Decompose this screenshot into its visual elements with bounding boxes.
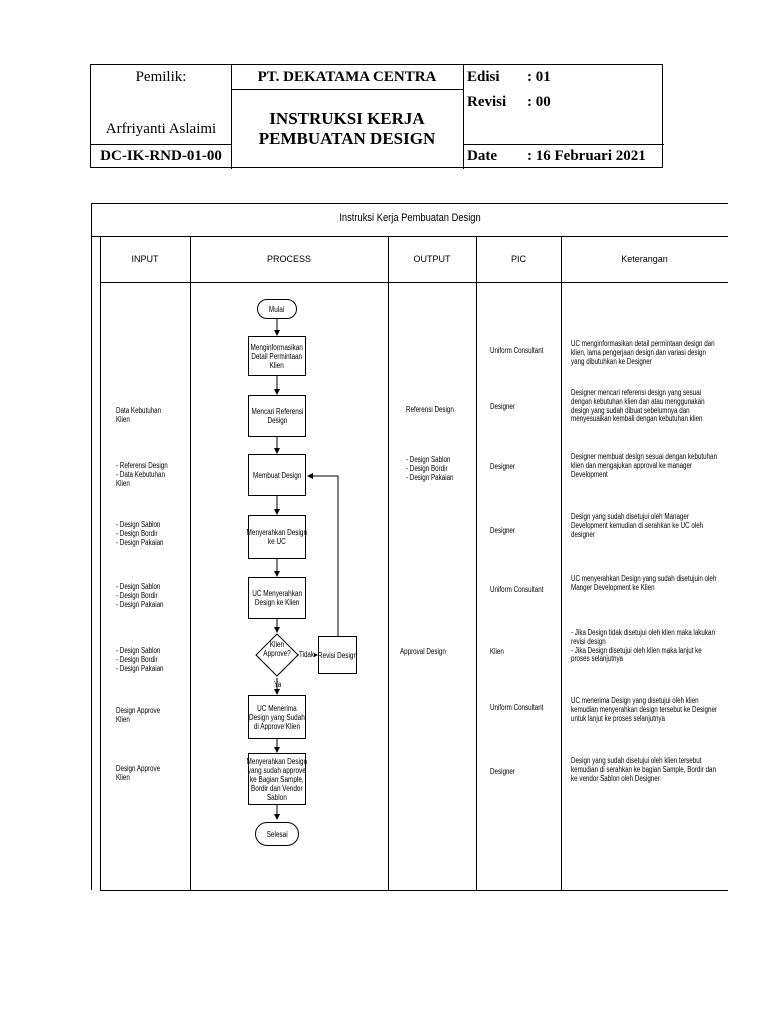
decision-no-label: Tidak (299, 650, 315, 659)
input-cell: Data Kebutuhan Klien (116, 406, 162, 424)
company-name: PT. DEKATAMA CENTRA (257, 69, 437, 85)
process-step-uc-receive: UC Menerima Design yang Sudah di Approve Klien (248, 695, 306, 739)
output-cell: - Design Sablon - Design Bordir - Design Pakaian (406, 455, 454, 482)
note-cell: - Jika Design tidak disetujui oleh klien maka lakukan revisi design - Jika Design disetujui oleh klien maka lanjut ke proses selanjutnya (571, 628, 715, 664)
col-header-pic: PIC (510, 254, 526, 264)
pic-cell: Designer (490, 402, 515, 411)
input-cell: - Referensi Design - Data Kebutuhan Klien (116, 461, 168, 488)
input-cell: - Design Sablon - Design Bordir - Design Pakaian (116, 646, 164, 673)
owner-label: Pemilik: (135, 69, 187, 85)
col-header-keterangan: Keterangan (621, 254, 668, 264)
note-cell: Designer mencari referensi design yang sesuai dengan kebutuhan klien dan atau menggunakan design yang sudah dibuat sebelumnya dan menyesuaikan kembali dengan kebutuhan klien (571, 388, 705, 424)
note-cell: UC menginformasikan detail permintaan design dari klien, lama pengerjaan design dan variasi design yang dibutuhkan ke Designer (571, 339, 715, 366)
end-terminator: Selesai (255, 822, 299, 846)
process-step-reference: Mencari Referensi Design (248, 395, 306, 437)
decision-client-approve: Klien Approve? (263, 640, 291, 658)
revisi-value: : 00 (527, 94, 551, 110)
col-header-output: OUTPUT (413, 254, 451, 264)
note-cell: UC menerima Design yang disetujui oleh klien kemudian menyerahkan design tersebut ke Designer untuk lanjut ke proses selanjutnya (571, 696, 718, 723)
note-cell: Design yang sudah disetujui oleh Manager Development kemudian di serahkan ke UC oleh designer (571, 512, 704, 539)
col-header-input: INPUT (131, 254, 159, 264)
pic-cell: Designer (490, 526, 515, 535)
doc-title-line2: PEMBUATAN DESIGN (258, 129, 436, 148)
pic-cell: Designer (490, 462, 515, 471)
col-header-process: PROCESS (266, 254, 311, 264)
pic-cell: Designer (490, 767, 515, 776)
doc-title-line1: INSTRUKSI KERJA (269, 109, 425, 128)
input-cell: - Design Sablon - Design Bordir - Design Pakaian (116, 582, 164, 609)
date-label: Date (467, 148, 497, 164)
decision-yes-label: Ya (274, 680, 282, 689)
date-value: : 16 Februari 2021 (527, 148, 646, 164)
note-cell: Designer membuat design sesuai dengan kebutuhan klien dan mengajukan approval ke manager Development (571, 452, 718, 479)
pic-cell: Uniform Consultant (490, 585, 544, 594)
pic-cell: Uniform Consultant (490, 703, 544, 712)
note-cell: UC menyerahkan Design yang sudah disetujuin oleh Manger Development ke Klien (571, 574, 717, 592)
pic-cell: Klien (490, 647, 504, 656)
input-cell: Design Approve Klien (116, 706, 161, 724)
pic-cell: Uniform Consultant (490, 346, 544, 355)
table-title: Instruksi Kerja Pembuatan Design (339, 212, 481, 224)
process-step-revise: Revisi Design (318, 636, 357, 674)
start-terminator: Mulai (257, 299, 297, 319)
process-step-inform: Menginformasikan Detail Permintaan Klien (248, 336, 306, 376)
edisi-value: : 01 (527, 69, 551, 85)
doc-code: DC-IK-RND-01-00 (100, 148, 222, 164)
process-step-uc-to-client: UC Menyerahkan Design ke Klien (248, 577, 306, 619)
output-cell: Referensi Design (406, 405, 454, 414)
edisi-label: Edisi (467, 69, 500, 85)
input-cell: Design Approve Klien (116, 764, 161, 782)
output-cell: Approval Design (400, 647, 446, 656)
process-step-submit-uc: Menyerahkan Design ke UC (248, 515, 306, 559)
process-step-handover: Menyerahkan Design yang sudah approve ke Bagian Sample, Bordir dan Vendor Sablon (248, 753, 306, 805)
process-step-create-design: Membuat Design (248, 454, 306, 496)
owner-name: Arfriyanti Aslaimi (105, 121, 217, 137)
revisi-label: Revisi (467, 94, 507, 110)
input-cell: - Design Sablon - Design Bordir - Design Pakaian (116, 520, 164, 547)
note-cell: Design yang sudah disetujui oleh klien tersebut kemudian di serahkan ke bagian Sample, Bordir dan ke vendor Sablon oleh Designer (571, 756, 716, 783)
